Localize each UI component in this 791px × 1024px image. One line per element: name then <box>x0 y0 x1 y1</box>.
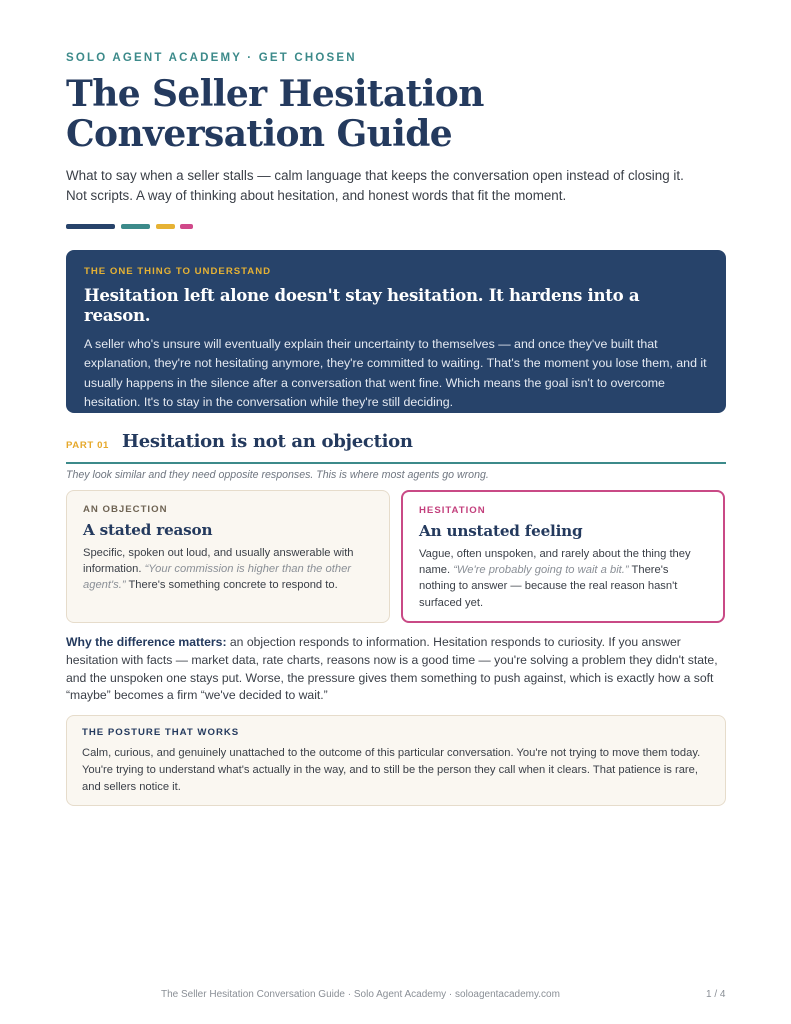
part-label: PART 01 <box>66 440 109 451</box>
accent-bar-teal <box>121 224 150 229</box>
posture-body: Calm, curious, and genuinely unattached to the outcome of this particular conversation. You're not trying to move them today. You're trying to understand what's actually in the way, and to still be the person they call when it clears. That patience is rare, and sellers notice it. <box>82 747 701 793</box>
card-body <box>419 546 707 611</box>
callout-label: THE ONE THING TO UNDERSTAND <box>84 266 272 277</box>
card-label: HESITATION <box>419 505 486 516</box>
part-header <box>66 430 726 464</box>
card-quote: “Your commission is higher than the other agent's.” <box>83 563 352 592</box>
card-body-text: Vague, often unspoken, and rarely about the thing they name. <box>419 548 691 577</box>
footer-text: The Seller Hesitation Conversation Guide · Solo Agent Academy · soloagentacademy.com <box>161 989 560 1000</box>
posture-box <box>66 715 726 806</box>
page-number: 1 / 4 <box>706 989 726 1000</box>
card-quote: “We're probably going to wait a bit.” <box>453 564 629 577</box>
card-label: AN OBJECTION <box>83 504 168 515</box>
card-heading: A stated reason <box>83 521 213 539</box>
objection-card <box>66 490 390 623</box>
why-lead: Why the difference matters: <box>66 635 227 649</box>
callout-heading: Hesitation left alone doesn't stay hesitation. It hardens into a reason. <box>84 285 640 325</box>
part-title: Hesitation is not an objection <box>122 431 413 452</box>
card-body-text: Specific, spoken out loud, and usually answerable with information. <box>83 547 354 576</box>
why-body: an objection responds to information. Hesitation responds to curiosity. If you answer hesitation with facts — market data, rate charts, reasons now is a good time — you're solving a problem they didn't state, and the unspoken one stays put. Worse, the pressure gives them something to push against, which is exactly how a soft “maybe” becomes a firm “we've decided to wait.” <box>66 635 718 703</box>
card-body <box>83 545 373 594</box>
accent-bar-pink <box>180 224 193 229</box>
card-body-text-end: There's something concrete to respond to. <box>125 579 338 592</box>
card-heading: An unstated feeling <box>419 522 583 540</box>
accent-bar-gold <box>156 224 175 229</box>
part-subtitle: They look similar and they need opposite responses. This is where most agents go wrong. <box>66 469 489 481</box>
eyebrow: SOLO AGENT ACADEMY · GET CHOSEN <box>66 52 357 64</box>
accent-bar-navy <box>66 224 115 229</box>
page-title: The Seller Hesitation Conversation Guide <box>66 73 484 155</box>
callout-body: A seller who's unsure will eventually explain their uncertainty to themselves — and once they've built that explanation, they're not hesitating anymore, they're committed to waiting. That's the moment you lose them, and it usually happens in the silence after a conversation that went fine. Which means the goal isn't to overcome hesitation. It's to stay in the conversation while they're still deciding. <box>84 337 707 410</box>
why-paragraph <box>66 634 726 705</box>
card-body-text-end: There's nothing to answer — because the real reason hasn't surfaced yet. <box>419 564 678 609</box>
intro-paragraph: What to say when a seller stalls — calm language that keeps the conversation open instead of closing it. Not scripts. A way of thinking about hesitation, and honest words that fit the moment. <box>66 168 684 203</box>
posture-label: THE POSTURE THAT WORKS <box>82 727 240 738</box>
hesitation-card <box>401 490 725 623</box>
key-insight-callout <box>66 250 726 413</box>
